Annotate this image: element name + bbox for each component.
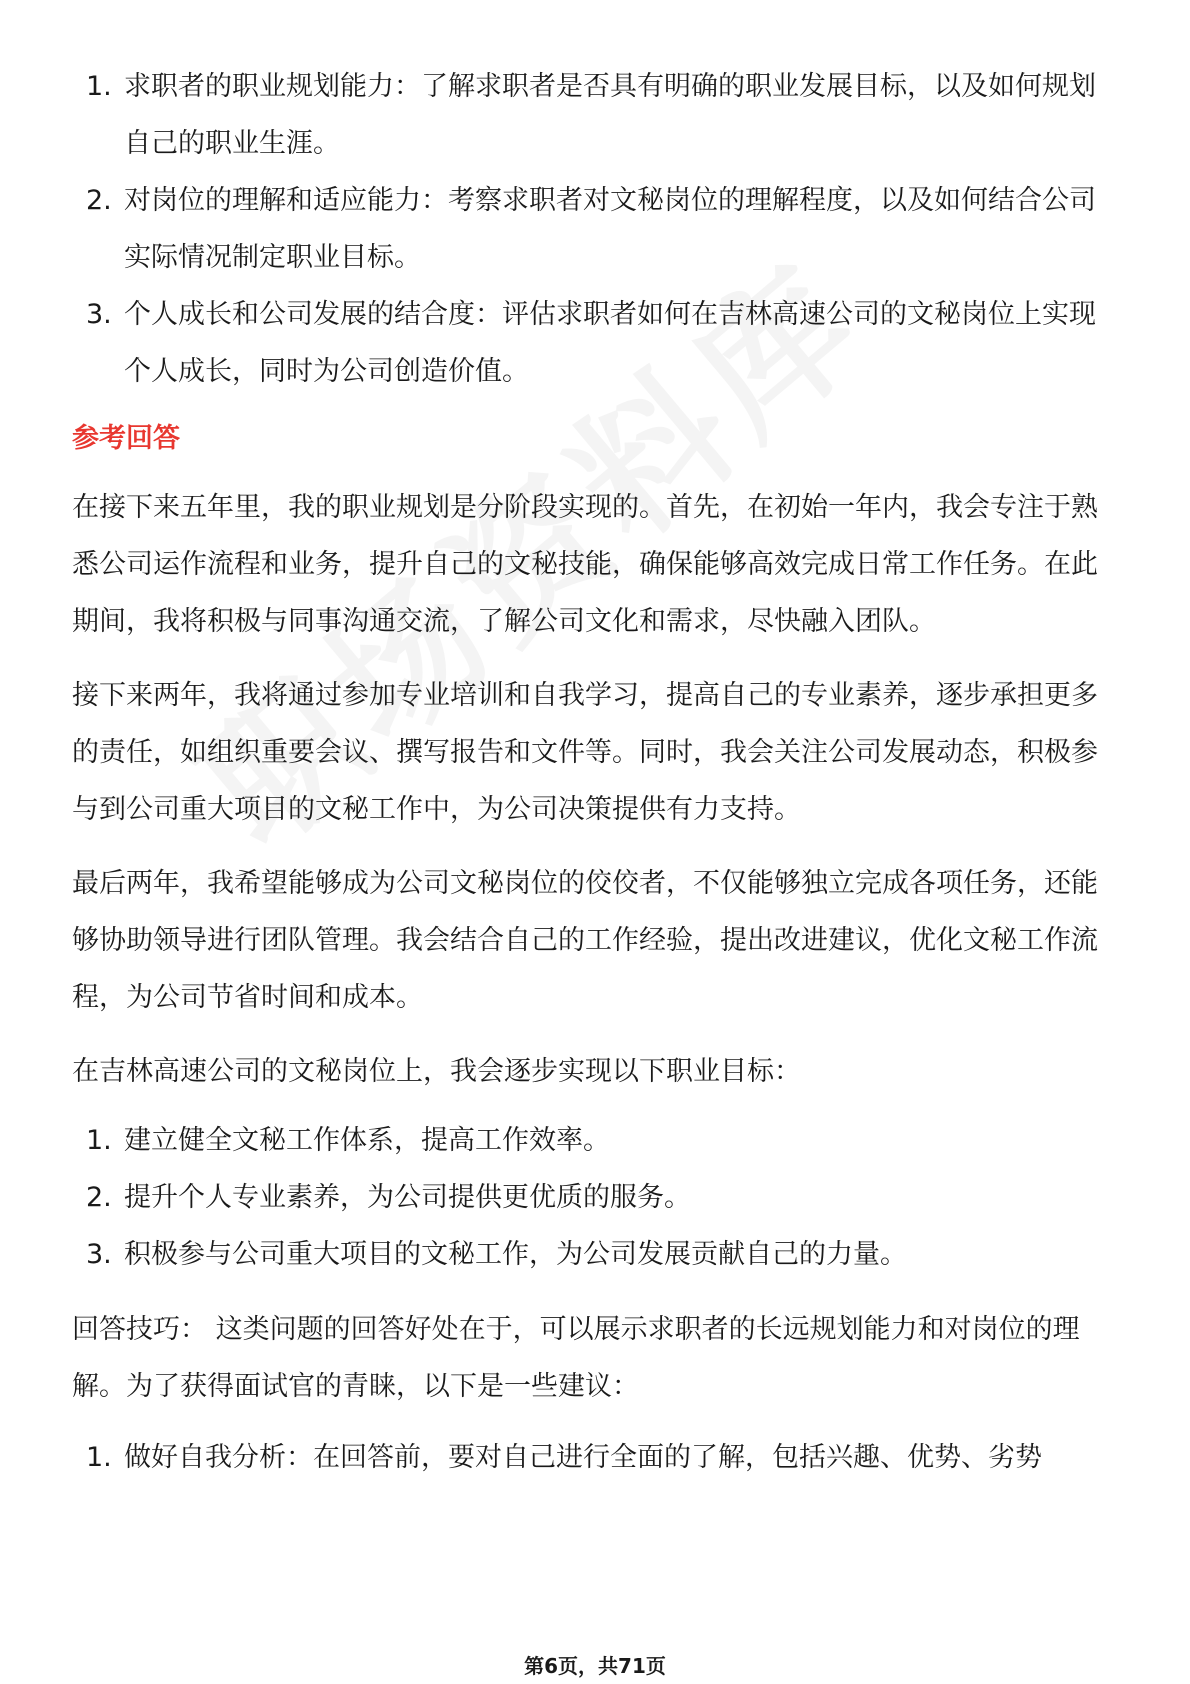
list-text: 建立健全文秘工作体系，提高工作效率。 — [124, 1125, 610, 1156]
list-item — [72, 172, 1122, 286]
list-text: 做好自我分析：在回答前，要对自己进行全面的了解，包括兴趣、优势、劣势 — [124, 1442, 1042, 1473]
page-number-footer: 第6页，共71页 — [524, 1654, 666, 1678]
list-text: 积极参与公司重大项目的文秘工作，为公司发展贡献自己的力量。 — [124, 1239, 907, 1270]
list-item — [72, 286, 1122, 400]
list-item — [72, 1226, 1122, 1283]
career-goals-list — [72, 1112, 1122, 1283]
list-item — [72, 58, 1122, 172]
list-number: 3. — [86, 1239, 112, 1270]
evaluation-points-list — [72, 58, 1122, 400]
list-number: 2. — [86, 1182, 112, 1213]
page-content — [72, 58, 1122, 1486]
tips-paragraph: 回答技巧： 这类问题的回答好处在于，可以展示求职者的长远规划能力和对岗位的理解。为了获得面试官的青睐，以下是一些建议： — [72, 1314, 1080, 1402]
tips-list — [72, 1429, 1122, 1486]
answer-paragraph: 接下来两年，我将通过参加专业培训和自我学习，提高自己的专业素养，逐步承担更多的责任，如组织重要会议、撰写报告和文件等。同时，我会关注公司发展动态，积极参与到公司重大项目的文秘工作中，为公司决策提供有力支持。 — [72, 680, 1098, 825]
list-number: 1. — [86, 1442, 112, 1473]
answer-paragraph: 在吉林高速公司的文秘岗位上，我会逐步实现以下职业目标： — [72, 1056, 801, 1087]
list-text: 对岗位的理解和适应能力：考察求职者对文秘岗位的理解程度，以及如何结合公司实际情况制定职业目标。 — [124, 185, 1096, 273]
list-text: 求职者的职业规划能力：了解求职者是否具有明确的职业发展目标，以及如何规划自己的职业生涯。 — [124, 71, 1096, 159]
list-number: 2. — [86, 185, 112, 216]
answer-paragraph: 在接下来五年里，我的职业规划是分阶段实现的。首先，在初始一年内，我会专注于熟悉公司运作流程和业务，提升自己的文秘技能，确保能够高效完成日常工作任务。在此期间，我将积极与同事沟通交流，了解公司文化和需求，尽快融入团队。 — [72, 492, 1098, 637]
reference-answer-heading: 参考回答 — [72, 423, 180, 454]
list-number: 3. — [86, 299, 112, 330]
list-item — [72, 1429, 1122, 1486]
answer-paragraph: 最后两年，我希望能够成为公司文秘岗位的佼佼者，不仅能够独立完成各项任务，还能够协助领导进行团队管理。我会结合自己的工作经验，提出改进建议，优化文秘工作流程，为公司节省时间和成本。 — [72, 868, 1098, 1013]
list-text: 提升个人专业素养，为公司提供更优质的服务。 — [124, 1182, 691, 1213]
list-number: 1. — [86, 1125, 112, 1156]
list-item — [72, 1169, 1122, 1226]
list-item — [72, 1112, 1122, 1169]
list-text: 个人成长和公司发展的结合度：评估求职者如何在吉林高速公司的文秘岗位上实现个人成长，同时为公司创造价值。 — [124, 299, 1096, 387]
list-number: 1. — [86, 71, 112, 102]
